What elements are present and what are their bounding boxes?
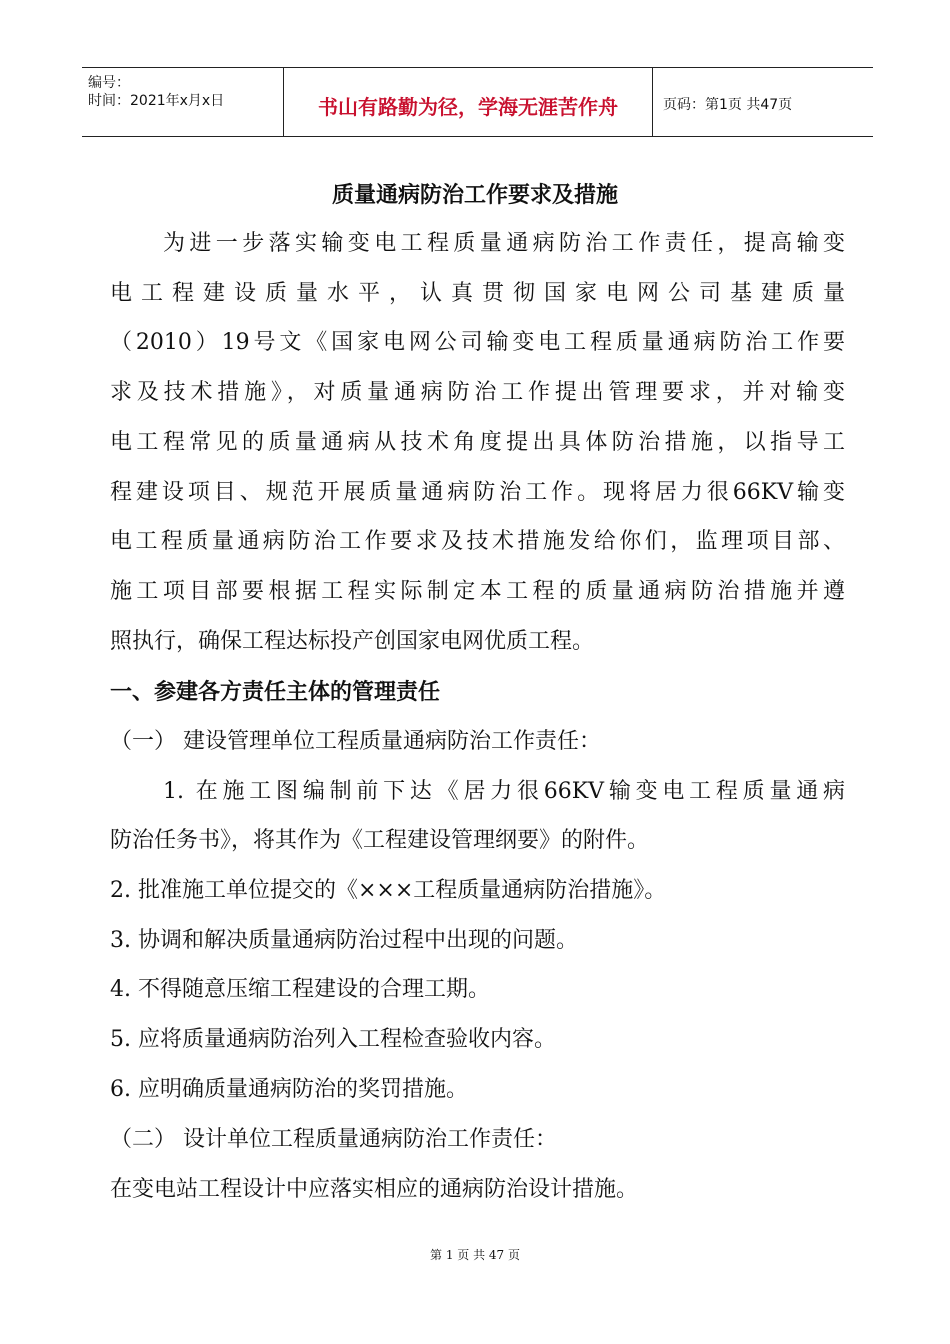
section-heading: 一、参建各方责任主体的管理责任 (110, 679, 441, 705)
page-header (82, 67, 873, 137)
intro-line: （2010）19号文《国家电网公司输变电工程质量通病防治工作要 (110, 330, 845, 355)
header-motto: 书山有路勤为径，学海无涯苦作舟 (284, 68, 653, 136)
header-meta-cell (82, 68, 284, 136)
intro-line: 电工程质量通病防治工作要求及技术措施发给你们，监理项目部、 (110, 529, 845, 554)
intro-line: 施工项目部要根据工程实际制定本工程的质量通病防治措施并遵 (110, 579, 845, 604)
subsection-heading: （二） 设计单位工程质量通病防治工作责任： (110, 1127, 557, 1152)
intro-line: 求及技术措施》，对质量通病防治工作提出管理要求，并对输变 (110, 380, 845, 405)
list-item: 防治任务书》，将其作为《工程建设管理纲要》的附件。 (110, 828, 650, 853)
list-item: 5. 应将质量通病防治列入工程检查验收内容。 (110, 1027, 556, 1052)
list-item: 2. 批准施工单位提交的《×××工程质量通病防治措施》。 (110, 878, 667, 903)
list-item: 6. 应明确质量通病防治的奖罚措施。 (110, 1077, 468, 1102)
header-page-info: 页码：第1页 共47页 (663, 97, 793, 113)
intro-line: 电工程常见的质量通病从技术角度提出具体防治措施，以指导工 (110, 430, 845, 455)
list-item: 1. 在施工图编制前下达《居力很66KV输变电工程质量通病 (163, 779, 845, 804)
number-label: 编号： (88, 75, 130, 91)
page-footer: 第 1 页 共 47 页 (430, 1248, 520, 1262)
intro-line: 程建设项目、规范开展质量通病防治工作。现将居力很66KV输变 (110, 480, 845, 505)
intro-line: 电工程建设质量水平，认真贯彻国家电网公司基建质量 (110, 281, 845, 306)
time-label: 时间：2021年x月x日 (88, 93, 225, 109)
intro-line: 为进一步落实输变电工程质量通病防治工作责任，提高输变 (163, 231, 845, 256)
subsection-heading: （一） 建设管理单位工程质量通病防治工作责任： (110, 729, 601, 754)
list-item: 4. 不得随意压缩工程建设的合理工期。 (110, 977, 490, 1002)
document-title: 质量通病防治工作要求及措施 (331, 182, 618, 208)
list-item: 3. 协调和解决质量通病防治过程中出现的问题。 (110, 928, 578, 953)
intro-line: 照执行，确保工程达标投产创国家电网优质工程。 (110, 629, 595, 654)
paragraph: 在变电站工程设计中应落实相应的通病防治设计措施。 (110, 1177, 639, 1202)
